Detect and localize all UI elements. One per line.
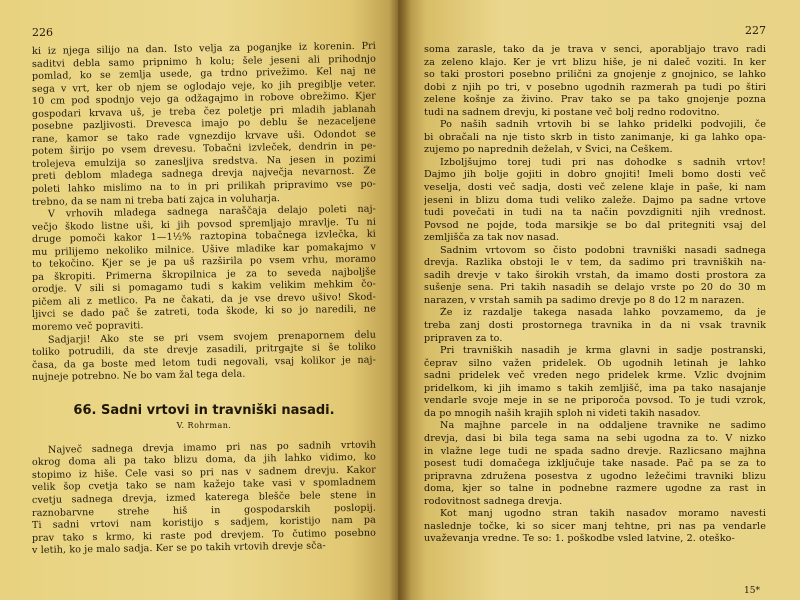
text-line: okrog doma ali pa tako blizu doma, da jih lahko vidimo, ko	[31, 451, 377, 469]
text-line: posebne pazljivosti. Drevesca imajo po deblu še nezaceljene	[31, 115, 377, 133]
text-line: Povsod ne pojde, toda marsikje se bo dal pritegniti vsaj del	[424, 219, 766, 231]
text-line: toliko potrudili, da ste drevje zasadili, pritrgajte si še toliko	[31, 341, 377, 359]
right-paragraph-2	[424, 119, 766, 157]
text-line: pripraven za to.	[424, 332, 503, 344]
text-line: pomlad, ko se zemlja usede, ga trdno privežimo. Kel naj ne	[31, 65, 377, 83]
text-line: trolejeva emulzija so zanesljiva sredstva. Na jesen in pozimi	[31, 153, 377, 170]
text-line: soma zarasle, tako da je trava v senci, aporabljajo travo radi	[424, 44, 766, 55]
right-paragraph-4	[424, 245, 766, 308]
text-line: Ti sadni vrtovi nam koristijo s sadjem, koristijo nam pa	[31, 514, 377, 532]
text-line: ki iz njega silijo na dan. Isto velja za poganjke iz korenin. Pri	[31, 40, 377, 57]
text-line: potem širijo po vsem drevesu. Tobačni izvleček, dendrin in pe-	[31, 140, 377, 158]
text-line: prav tako s krmo, ki raste pod drevjem. To čutimo posebno	[31, 527, 377, 544]
printer-signature: 15*	[744, 586, 760, 596]
text-line: drevja, dasi bi bila tega sama na sebi ugodna za to. V nizko	[424, 432, 766, 444]
text-line: druge pomoči kakor 1—1½% raztopina tobačnega izvlečka, ki	[31, 228, 377, 246]
text-line: uvaževanja vredne. Te so: 1. poškodbe vsled latvine, 2. oteško-	[424, 533, 735, 545]
text-line: sadni pridelek več vreden nego pridelek krme. Vzlic dvojnim	[424, 370, 766, 382]
text-line: in vlažne lege tudi ne spada sadno drevje. Razlicsano majhna	[424, 445, 766, 457]
page-number-right: 227	[745, 24, 766, 37]
text-line: raznobarvne strehe hiš in gospodarskih poslopij.	[31, 502, 377, 519]
text-line: pripravna združena posestva z ugodno ležečimi travniki blizu	[424, 470, 766, 482]
right-paragraph-3	[424, 157, 766, 245]
text-line: da po mnogih naših krajih sploh ni videti takih nasadov.	[424, 407, 701, 419]
text-line: moremo več popraviti.	[31, 320, 144, 334]
text-line: naslednje točke, ki so sicer manj tehtne, pri nas pa vendarle	[424, 520, 766, 532]
text-line: Na majhne parcele in na oddaljene travnike ne sadimo	[440, 420, 766, 432]
right-page	[398, 0, 800, 600]
text-line: Največ sadnega drevja imamo pri nas po sadnih vrtovih	[47, 439, 377, 456]
text-line: veselja, dosti več sadja, dosti več zelene klaje in paše, ki nam	[424, 182, 766, 194]
text-line: sega v vrt, ker ob njem se oglodajo veje, ko jih pregiblje veter.	[31, 78, 377, 95]
text-line: čeprav silno važen pridelek. Ob ugodnih letinah je lahko	[424, 357, 766, 369]
left-paragraph-2	[31, 203, 377, 334]
text-line: Sadjarji! Ako ste se pri vsem svojem prenapornem delu	[47, 329, 377, 346]
text-line: Že iz razdalje takega nasada lahko povzamemo, da je	[440, 307, 766, 319]
text-line: posest tudi domačega izključuje take nasade. Pač pa se za to	[424, 458, 766, 470]
left-paragraph-3	[31, 329, 377, 385]
left-paragraph-1	[31, 40, 377, 209]
text-line: Pri travniških nasadih je krma glavni in sadje postranski,	[440, 345, 766, 357]
text-line: tudi povečati in tudi na ta način povzdigniti njih vrednost.	[424, 207, 766, 219]
left-page	[0, 0, 398, 600]
text-line: večjo škodo listne uši, ki jih povsod spremljajo mravlje. Tu ni	[31, 216, 377, 233]
text-line: mu prilijemo nekoliko milnice. Ušive mladike kar pomakajmo v	[31, 241, 377, 258]
text-line: vendarle svoje meje in se ne priporoča povsod. To je tudi vzrok,	[424, 395, 766, 407]
section-author: V. Rohrman.	[176, 420, 232, 430]
section-heading: 66. Sadni vrtovi in travniški nasadi.	[73, 402, 335, 418]
page-number-left: 226	[32, 26, 53, 39]
text-line: bi obračali na nje tisto skrb in tisto zanimanje, ki ga lahko opa-	[424, 131, 766, 143]
text-line: zemljišča za tak nov nasad.	[424, 232, 560, 244]
text-line: pa škropiti. Primerna škropilnica je za to seveda najboljše	[31, 266, 377, 283]
text-line: rodovitnost sadnega drevja.	[424, 495, 563, 507]
text-line: 10 cm pod spodnjo vejo ga odžagajmo in robove obrežimo. Kjer	[31, 90, 377, 108]
text-line: narazen, v vrstah samih pa sadimo drevje po 8 do 12 m narazen.	[424, 294, 745, 306]
text-line: V vrhovih mladega sadnega naraščaja delajo poleti naj-	[47, 203, 377, 220]
text-line: v letih, ko je malo sadja. Ker se po takih vrtovih drevje sča-	[31, 540, 326, 557]
text-line: za zeleno klajo. Ker je vrt blizu hiše, je ni daleč voziti. In ker	[424, 56, 766, 68]
text-line: rane, kamor se tako rade vgnezdijo krvave uši. Odondot se	[31, 128, 377, 145]
text-line: so taki prostori posebno prilični za gnojenje z gnojnico, se lahko	[424, 69, 766, 81]
text-line: časa, da ga boste med letom tudi negovali, vsaj kolikor je naj-	[31, 354, 377, 371]
text-line: trebno, da se nam ni treba bati zajca in voluharja.	[31, 192, 281, 208]
right-paragraph-7	[424, 420, 766, 508]
text-line: nujneje potrebno. Ne bo vam žal tega dela.	[31, 368, 246, 384]
text-line: dobi z njih po tri, v posebno ugodnih razmerah pa tudi po štiri	[424, 81, 766, 93]
text-line: sušenje sena. Pri takih nasadih se delajo vrste po 20 do 30 m	[424, 282, 766, 294]
text-line: tudi na sadnem drevju, ki postane več bolj redno rodovitno.	[424, 106, 720, 118]
right-paragraph-6	[424, 345, 766, 420]
text-line: pridelkom, ki jih imamo s takih zemljišč, ima pa tako nasajanje	[424, 382, 766, 394]
text-line: gospodari krvava uš, je treba čez poletje pri mladih jablanah	[31, 103, 377, 120]
text-line: poleti lahko mislimo na to in pri prilikah pripravimo vse po-	[31, 178, 377, 196]
text-line: Dajmo jih bolje gojiti in dobro gnojiti! Imeli bomo dosti več	[424, 169, 766, 181]
text-line: sadih drevje v tako širokih vrstah, da imamo dosti prostora za	[424, 269, 766, 281]
text-line: zelene košnje za živino. Prav tako se pa tako gnojenje pozna	[424, 94, 766, 106]
text-line: Sadnim vrtovom so čisto podobni travniški nasadi sadnega	[440, 244, 766, 256]
text-line: Kot manj ugodno stran takih nasadov moramo navesti	[440, 508, 766, 520]
text-line: doma, kjer so talne in podnebne razmere ugodne za rast in	[424, 483, 766, 495]
text-line: orodje. V sili si pomagamo tudi s kakim velikim mehkim čo-	[31, 278, 377, 296]
text-line: drevja. Razlika obstoji le v tem, da sadimo pri travniških na-	[424, 257, 766, 269]
text-line: jeseni in blizu doma tudi veliko zaleže. Dajmo pa sadne vrtove	[424, 194, 766, 206]
right-paragraph-1	[424, 44, 766, 119]
text-line: ljivci se dado pač še zatreti, toda škode, ki so jo naredili, ne	[31, 304, 377, 321]
text-line: Izboljšujmo torej tudi pri nas dohodke s sadnih vrtov!	[440, 156, 766, 168]
text-line: to tekočino. Kjer se je pa uš razširila po vsem vrhu, moramo	[31, 253, 377, 271]
text-line: velik šop cvetja tako se nam kažejo take vasi v spomladnem	[31, 477, 377, 494]
text-line: pičem ali z metlico. Pa ne čakati, da je vse drevo ušivo! Škod-	[31, 291, 377, 308]
text-line: preti deblom mladega sadnega drevja največja nevarnost. Že	[31, 166, 377, 183]
text-line: treba zanj dosti prostornega travnika in da ni vsak travnik	[424, 320, 766, 332]
text-line: stopimo iz hiše. Cele vasi so pri nas v sadnem drevju. Kakor	[31, 464, 377, 481]
right-paragraph-5	[424, 307, 766, 345]
text-line: zujemo po naprednih deželah, v Švici, na Češkem.	[424, 144, 673, 156]
right-paragraph-8	[424, 508, 766, 546]
left-paragraph-4	[31, 439, 377, 558]
text-line: saditvi debla samo pripnimo h kolu; šele jeseni ali prihodnjo	[31, 53, 377, 70]
text-line: Po naših sadnih vrtovih bi se lahko pridelki podvojili, če	[440, 119, 766, 131]
text-line: cvetju sadnega drevja, izmed katerega blešče bele stene in	[31, 489, 377, 506]
